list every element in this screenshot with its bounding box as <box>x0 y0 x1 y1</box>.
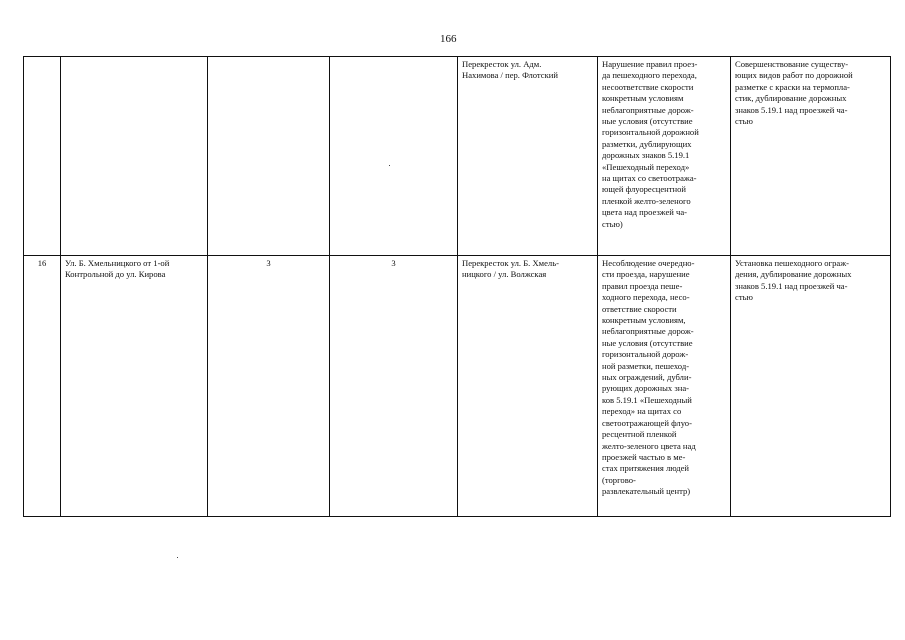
violation-line: разметки, дублирующих <box>602 138 692 149</box>
violation-line: стах притяжения людей <box>602 463 690 474</box>
violation-line: желто-зеленого цвета над <box>602 440 696 451</box>
row-number-cell: 16 <box>24 256 61 517</box>
violation-line: горизонтальной дорожной <box>602 127 699 138</box>
measures-line: знаков 5.19.1 над проезжей ча- <box>735 280 848 291</box>
street-cell <box>61 256 208 517</box>
measures-line: Установка пешеходного ограж- <box>735 258 850 268</box>
measures-cell <box>731 256 891 517</box>
violation-line: сти проезда, нарушение <box>602 269 690 280</box>
location-line: Перекресток ул. Б. Хмель- <box>462 258 559 268</box>
violation-line: ные условия (отсутствие <box>602 337 693 348</box>
street-line: Контрольной до ул. Кирова <box>65 269 166 280</box>
location-cell <box>458 57 598 256</box>
violation-line: конкретным условиям <box>602 93 684 104</box>
row-number-cell <box>24 57 61 256</box>
violation-line: переход» на щитах со <box>602 406 682 417</box>
street-cell <box>61 57 208 256</box>
measures-line: дения, дублирование дорожных <box>735 269 852 280</box>
street-line: Ул. Б. Хмельницкого от 1-ой <box>65 258 170 268</box>
violation-line: ходного перехода, несо- <box>602 292 690 303</box>
violation-line: цвета над проезжей ча- <box>602 207 688 218</box>
location-line: Перекресток ул. Адм. <box>462 59 542 69</box>
count-cell: 3 <box>330 256 458 517</box>
violation-line: ответствие скорости <box>602 303 677 314</box>
count-cell: 3 <box>208 256 330 517</box>
violation-cell <box>598 256 731 517</box>
violation-line: «Пешеходный переход» <box>602 161 690 172</box>
violation-line: неблагоприятные дорож- <box>602 104 694 115</box>
violation-line: развлекательный центр) <box>602 486 691 497</box>
violation-line: светоотражающей флуо- <box>602 417 692 428</box>
violation-cell <box>598 57 731 256</box>
count-cell <box>330 57 458 256</box>
violation-line: горизонтальной дорож- <box>602 349 689 360</box>
measures-line: ющих видов работ по дорожной <box>735 70 853 81</box>
page-number: 166 <box>440 33 457 45</box>
violation-line: правил проезда пеше- <box>602 280 683 291</box>
scan-speck <box>389 165 390 166</box>
location-line: ницкого / ул. Волжская <box>462 269 547 280</box>
measures-line: Совершенствование существу- <box>735 59 849 69</box>
violation-line: рующих дорожных зна- <box>602 383 690 394</box>
count-cell <box>208 57 330 256</box>
traffic-table <box>23 56 891 517</box>
location-line: Нахимова / пер. Флотский <box>462 70 558 81</box>
violation-line: Несоблюдение очередно- <box>602 258 695 268</box>
violation-line: пленкой желто-зеленого <box>602 195 691 206</box>
violation-line: ные условия (отсутствие <box>602 116 693 127</box>
violation-line: (торгово- <box>602 474 636 485</box>
violation-line: конкретным условиям, <box>602 315 686 326</box>
table-row <box>24 256 891 517</box>
violation-line: ресцентной пленкой <box>602 429 677 440</box>
violation-line: ющей флуоресцентной <box>602 184 687 195</box>
measures-cell <box>731 57 891 256</box>
violation-line: на щитах со светоотража- <box>602 173 697 184</box>
measures-line: разметке с краски на термопла- <box>735 81 850 92</box>
location-cell <box>458 256 598 517</box>
violation-line: неблагоприятные дорож- <box>602 326 694 337</box>
violation-line: ной разметки, пешеход- <box>602 360 690 371</box>
measures-line: знаков 5.19.1 над проезжей ча- <box>735 104 848 115</box>
violation-line: дорожных знаков 5.19.1 <box>602 150 690 161</box>
measures-line: стик, дублирование дорожных <box>735 93 847 104</box>
scan-speck <box>177 557 178 558</box>
table-row <box>24 57 891 256</box>
measures-line: стью <box>735 292 753 303</box>
measures-line: стью <box>735 116 753 127</box>
violation-line: проезжей частью в ме- <box>602 451 686 462</box>
violation-line: ных ограждений, дубли- <box>602 372 692 383</box>
violation-line: стью) <box>602 218 623 229</box>
violation-line: несоответствие скорости <box>602 81 694 92</box>
violation-line: Нарушение правил проез- <box>602 59 698 69</box>
violation-line: ков 5.19.1 «Пешеходный <box>602 394 692 405</box>
violation-line: да пешеходного перехода, <box>602 70 697 81</box>
